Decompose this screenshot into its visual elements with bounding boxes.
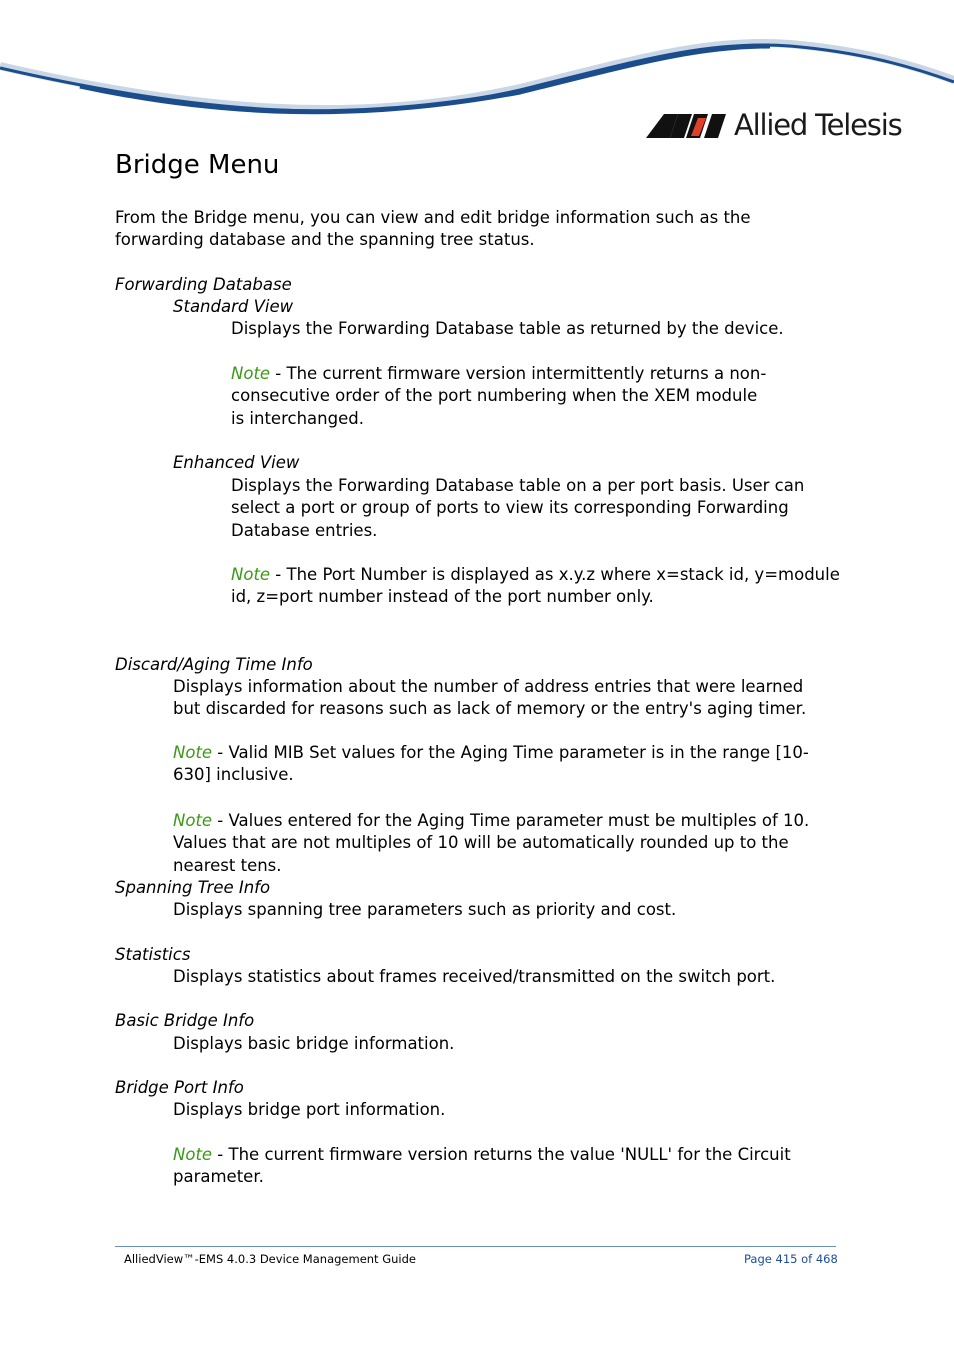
heading-basic-bridge: Basic Bridge Info [115,1011,255,1030]
footer-page-number: Page 415 of 468 [744,1252,838,1266]
intro-paragraph: From the Bridge menu, you can view and edit bridge information such as the forwarding database and the spanning tree status. [115,208,751,250]
bridge-port-text: Displays bridge port information. [173,1100,446,1119]
discard-aging-note-1 [173,742,833,787]
heading-standard-view: Standard View [173,297,294,316]
note-text: - The current firmware version returns the value 'NULL' for the Circuit parameter. [173,1145,791,1187]
footer-doc-title: AlliedView™-EMS 4.0.3 Device Management Guide [124,1252,416,1266]
standard-view-text: Displays the Forwarding Database table as returned by the device. [231,319,784,338]
page-title: Bridge Menu [115,150,280,180]
note-text: - Valid MIB Set values for the Aging Time parameter is in the range [10-630] inclusive. [173,743,809,785]
discard-aging-text: Displays information about the number of address entries that were learned but discarded for reasons such as lack of memory or the entry's aging timer. [173,677,807,719]
heading-statistics: Statistics [115,945,191,964]
allied-telesis-logo [646,108,906,148]
note-label: Note [231,364,271,383]
note-text: - Values entered for the Aging Time parameter must be multiples of 10. Values that are not multiples of 10 will be automatically rounded up to the nearest tens. [173,811,810,875]
note-text: - The current firmware version intermittently returns a non-consecutive order of the port numbering when the XEM module is interchanged. [231,364,767,428]
heading-discard-aging: Discard/Aging Time Info [115,655,313,674]
heading-bridge-port: Bridge Port Info [115,1078,244,1097]
standard-view-note [231,363,771,430]
heading-enhanced-view: Enhanced View [173,453,300,472]
note-text: - The Port Number is displayed as x.y.z where x=stack id, y=module id, z=port number instead of the port number only. [231,565,840,607]
note-label: Note [173,743,213,762]
footer-divider [115,1246,836,1247]
note-label: Note [231,565,271,584]
heading-forwarding-database: Forwarding Database [115,275,292,294]
discard-aging-note-2 [173,810,838,877]
heading-spanning-tree: Spanning Tree Info [115,878,271,897]
enhanced-view-note [231,564,841,609]
logo-mark-icon [646,114,726,138]
spanning-tree-text: Displays spanning tree parameters such as priority and cost. [173,900,677,919]
note-label: Note [173,1145,213,1164]
basic-bridge-text: Displays basic bridge information. [173,1034,455,1053]
enhanced-view-text: Displays the Forwarding Database table on a per port basis. User can select a port or group of ports to view its corresponding Forwarding Database entries. [231,476,805,540]
statistics-text: Displays statistics about frames received/transmitted on the switch port. [173,967,776,986]
logo-text: Allied Telesis [734,108,902,142]
note-label: Note [173,811,213,830]
bridge-port-note [173,1144,793,1189]
